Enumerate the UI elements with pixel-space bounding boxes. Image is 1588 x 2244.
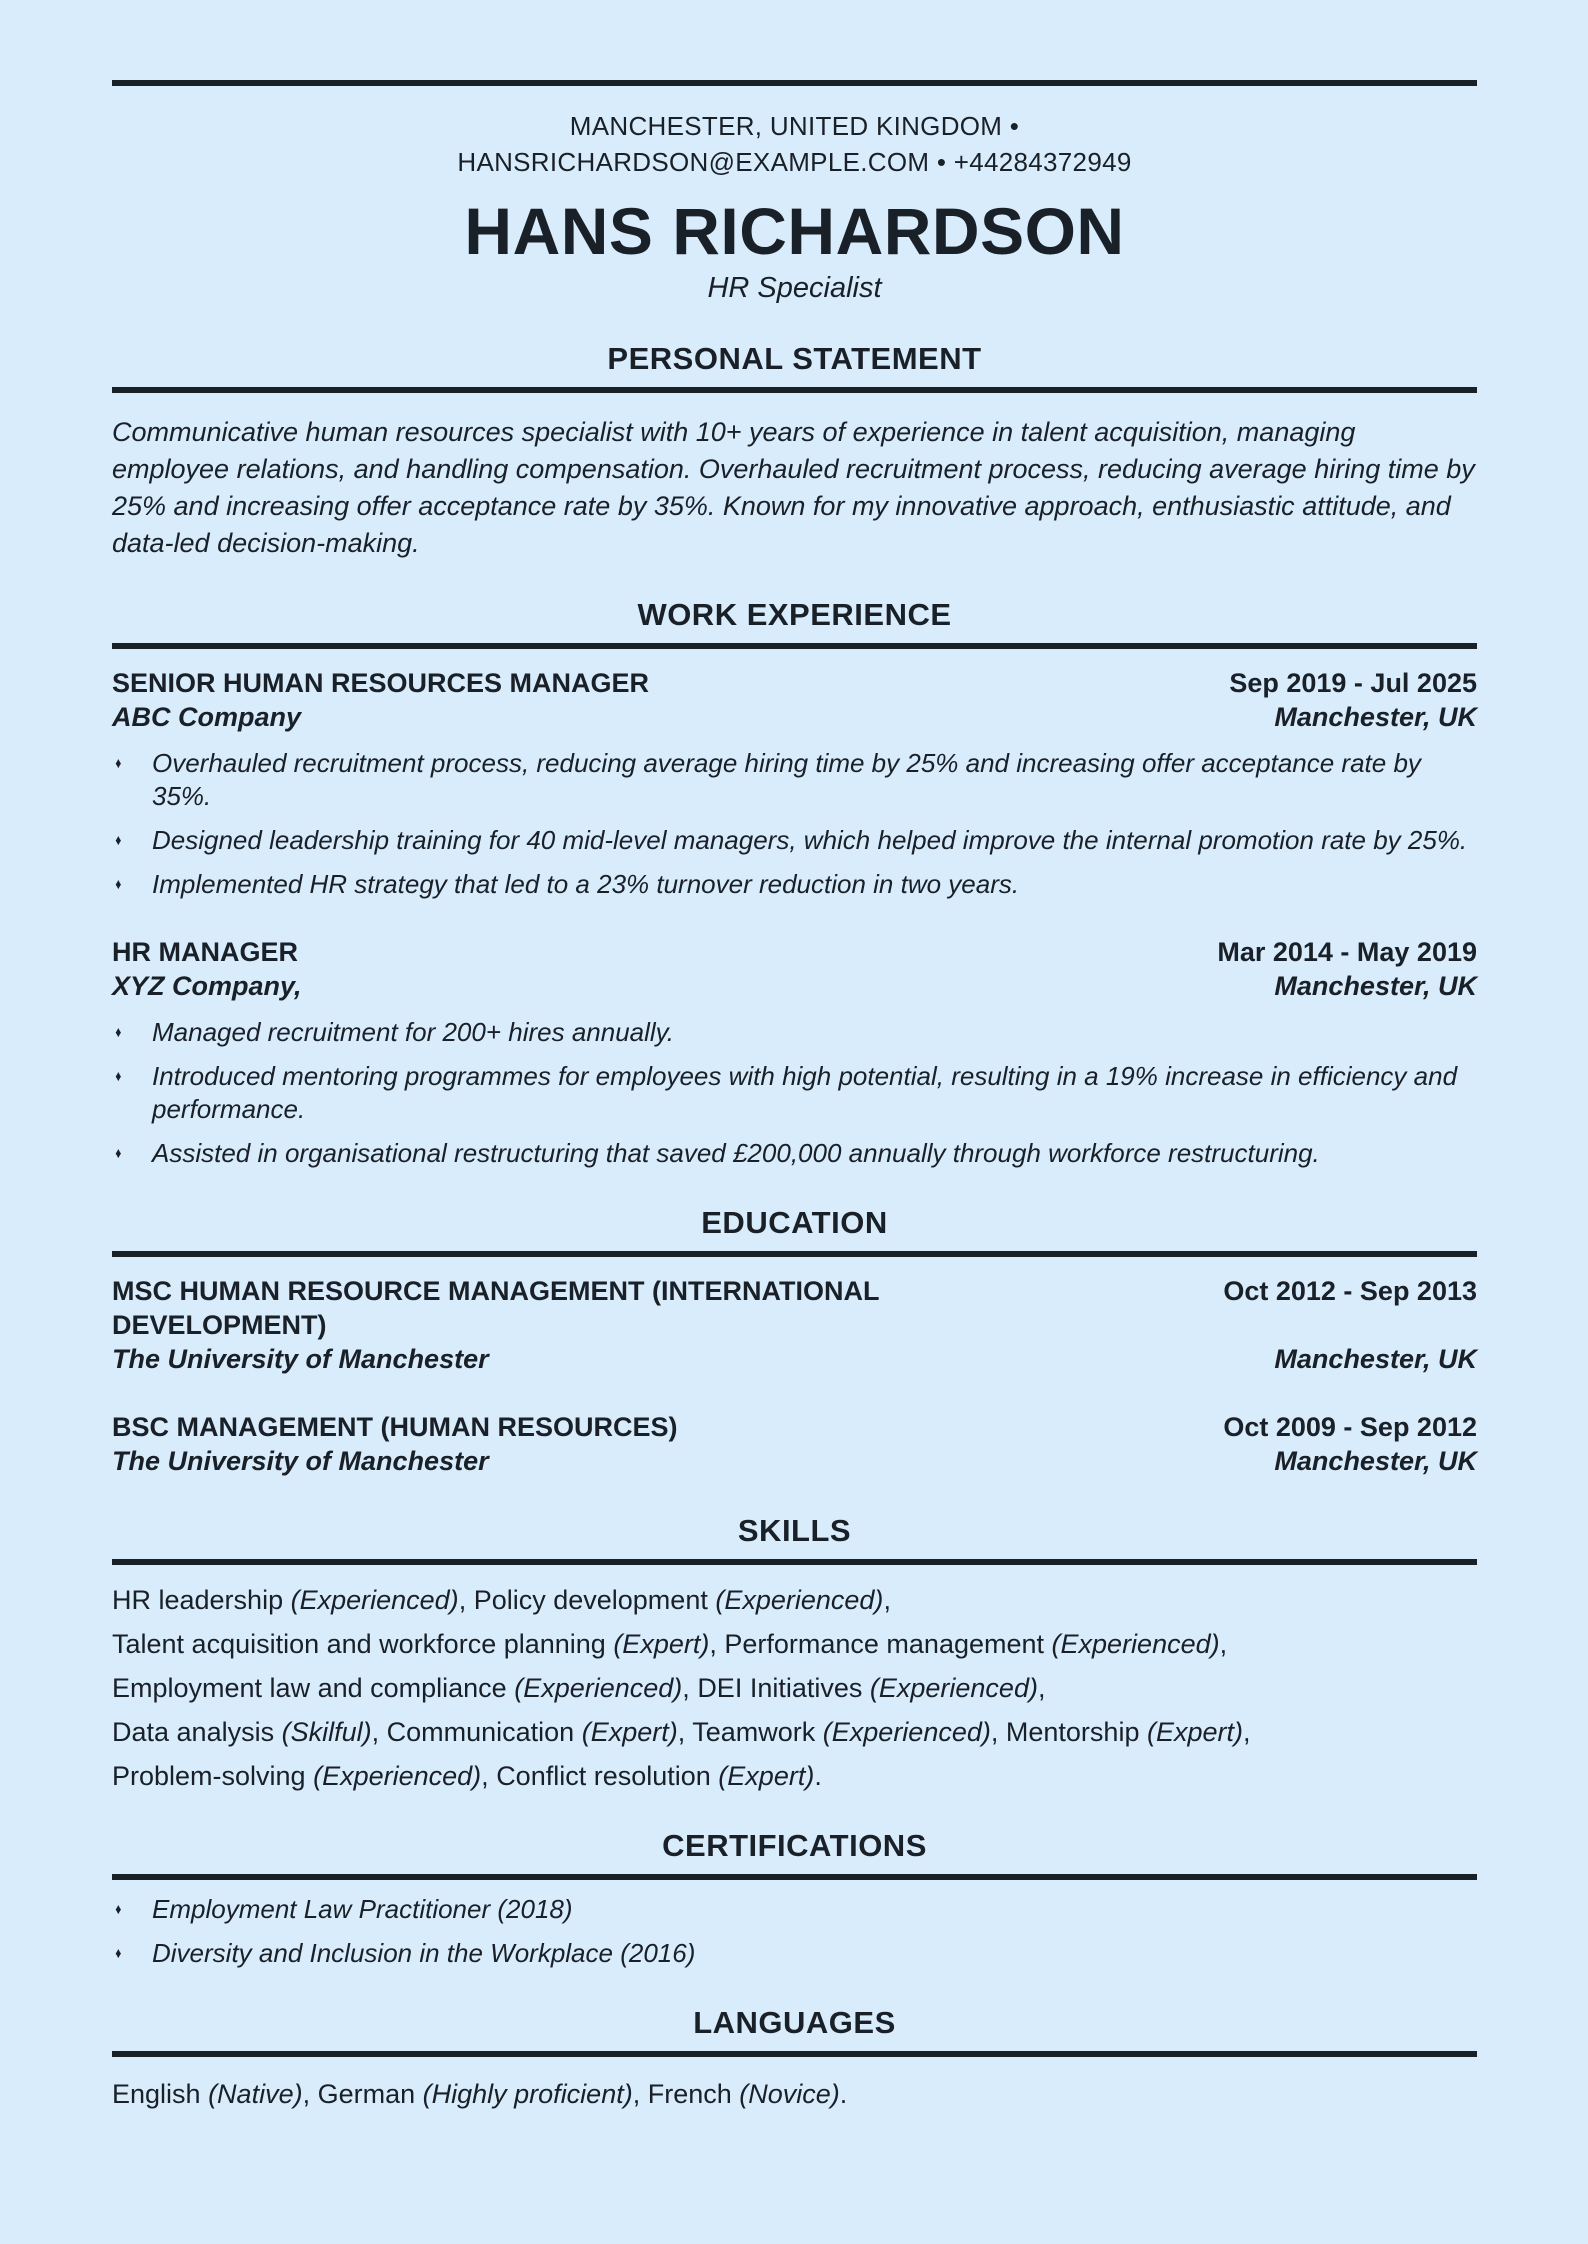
languages-line: English (Native), German (Highly proficient), French (Novice). (112, 2079, 848, 2109)
degree-title: BSC MANAGEMENT (HUMAN RESOURCES) (112, 1412, 678, 1442)
job-entry (112, 935, 1477, 1170)
skills-line: Data analysis (Skilful), Communication (Expert), Teamwork (Experienced), Mentorship (Expert), (112, 1717, 1251, 1747)
school-location: Manchester, UK (1274, 1446, 1477, 1476)
candidate-job-title: HR Specialist (707, 272, 882, 304)
job-company: ABC Company (112, 702, 302, 732)
job-location: Manchester, UK (1274, 971, 1477, 1001)
contact-email-phone-line: HANSRICHARDSON@EXAMPLE.COM • +44284372949 (457, 147, 1132, 177)
top-divider (112, 80, 1477, 86)
school-name: The University of Manchester (112, 1344, 489, 1374)
bullet-item (112, 1060, 1477, 1126)
job-company-row (112, 969, 1477, 1003)
job-title: SENIOR HUMAN RESOURCES MANAGER (112, 668, 650, 698)
education-title-row (112, 1410, 1477, 1444)
section-divider (112, 1251, 1477, 1257)
diamond-bullet-icon: ♦ (115, 1024, 122, 1041)
skills-heading: SKILLS (737, 1513, 852, 1548)
job-bullet-list (112, 1016, 1477, 1170)
languages-heading: LANGUAGES (693, 2005, 896, 2040)
education-heading: EDUCATION (701, 1205, 888, 1240)
degree-dates: Oct 2009 - Sep 2012 (1223, 1412, 1477, 1442)
certification-text: Diversity and Inclusion in the Workplace (2016) (152, 1938, 696, 1968)
diamond-bullet-icon: ♦ (115, 876, 122, 893)
section-skills (112, 1512, 1477, 1793)
certification-text: Employment Law Practitioner (2018) (152, 1894, 573, 1924)
job-title-row (112, 666, 1477, 700)
job-dates: Mar 2014 - May 2019 (1217, 937, 1477, 967)
job-location: Manchester, UK (1274, 702, 1477, 732)
personal-statement-heading: PERSONAL STATEMENT (607, 341, 982, 376)
job-company: XYZ Company, (112, 971, 302, 1001)
section-personal-statement (112, 340, 1477, 562)
education-school-row (112, 1342, 1477, 1376)
section-divider (112, 643, 1477, 649)
diamond-bullet-icon: ♦ (115, 1901, 122, 1918)
skills-line: Talent acquisition and workforce planning (Expert), Performance management (Experienced), (112, 1629, 1228, 1659)
diamond-bullet-icon: ♦ (115, 1068, 122, 1085)
bullet-item (112, 1016, 1477, 1049)
personal-statement-text: Communicative human resources specialist with 10+ years of experience in talent acquisition, managing employee relations, and handling compensation. Overhauled recruitment process, reducing average hiring time by 25% and increasing offer acceptance rate by 35%. Known for my innovative approach, enthusiastic attitude, and data-led decision-making. (112, 417, 1475, 558)
degree-dates: Oct 2012 - Sep 2013 (1223, 1276, 1477, 1306)
candidate-name: HANS RICHARDSON (464, 194, 1125, 268)
job-bullet-list (112, 747, 1477, 901)
section-certifications (112, 1827, 1477, 1970)
education-entry (112, 1410, 1477, 1478)
section-education (112, 1204, 1477, 1478)
contact-location-line: MANCHESTER, UNITED KINGDOM • (569, 111, 1020, 141)
bullet-item (112, 824, 1477, 857)
section-divider (112, 1874, 1477, 1880)
certifications-heading: CERTIFICATIONS (662, 1828, 927, 1863)
certification-item (112, 1893, 1477, 1926)
section-languages (112, 2004, 1477, 2111)
bullet-text: Designed leadership training for 40 mid-level managers, which helped improve the internal promotion rate by 25%. (152, 825, 1468, 855)
education-entry (112, 1274, 1477, 1376)
skills-list (112, 1583, 1477, 1793)
job-entry (112, 666, 1477, 901)
diamond-bullet-icon: ♦ (115, 1945, 122, 1962)
bullet-text: Overhauled recruitment process, reducing average hiring time by 25% and increasing offer acceptance rate by 35%. (152, 748, 1421, 811)
diamond-bullet-icon: ♦ (115, 832, 122, 849)
job-company-row (112, 700, 1477, 734)
education-school-row (112, 1444, 1477, 1478)
section-divider (112, 1559, 1477, 1565)
resume-header (112, 108, 1477, 306)
job-dates: Sep 2019 - Jul 2025 (1229, 668, 1477, 698)
degree-title: MSC HUMAN RESOURCE MANAGEMENT (INTERNATIONAL DEVELOPMENT) (112, 1276, 879, 1340)
diamond-bullet-icon: ♦ (115, 1145, 122, 1162)
bullet-item (112, 1137, 1477, 1170)
bullet-text: Introduced mentoring programmes for employees with high potential, resulting in a 19% increase in efficiency and performance. (152, 1061, 1458, 1124)
certification-list (112, 1893, 1477, 1970)
job-title: HR MANAGER (112, 937, 298, 967)
education-title-row (112, 1274, 1477, 1342)
school-name: The University of Manchester (112, 1446, 489, 1476)
skills-line: HR leadership (Experienced), Policy development (Experienced), (112, 1585, 891, 1615)
certification-item (112, 1937, 1477, 1970)
work-experience-heading: WORK EXPERIENCE (637, 597, 952, 632)
bullet-text: Managed recruitment for 200+ hires annually. (152, 1017, 674, 1047)
bullet-item (112, 868, 1477, 901)
section-work-experience (112, 596, 1477, 1170)
diamond-bullet-icon: ♦ (115, 755, 122, 772)
job-title-row (112, 935, 1477, 969)
bullet-text: Implemented HR strategy that led to a 23% turnover reduction in two years. (152, 869, 1020, 899)
contact-block (112, 108, 1477, 180)
bullet-item (112, 747, 1477, 813)
skills-line: Problem-solving (Experienced), Conflict resolution (Expert). (112, 1761, 822, 1791)
school-location: Manchester, UK (1274, 1344, 1477, 1374)
section-divider (112, 387, 1477, 393)
section-divider (112, 2051, 1477, 2057)
bullet-text: Assisted in organisational restructuring that saved £200,000 annually through workforce restructuring. (152, 1138, 1320, 1168)
skills-line: Employment law and compliance (Experienced), DEI Initiatives (Experienced), (112, 1673, 1046, 1703)
